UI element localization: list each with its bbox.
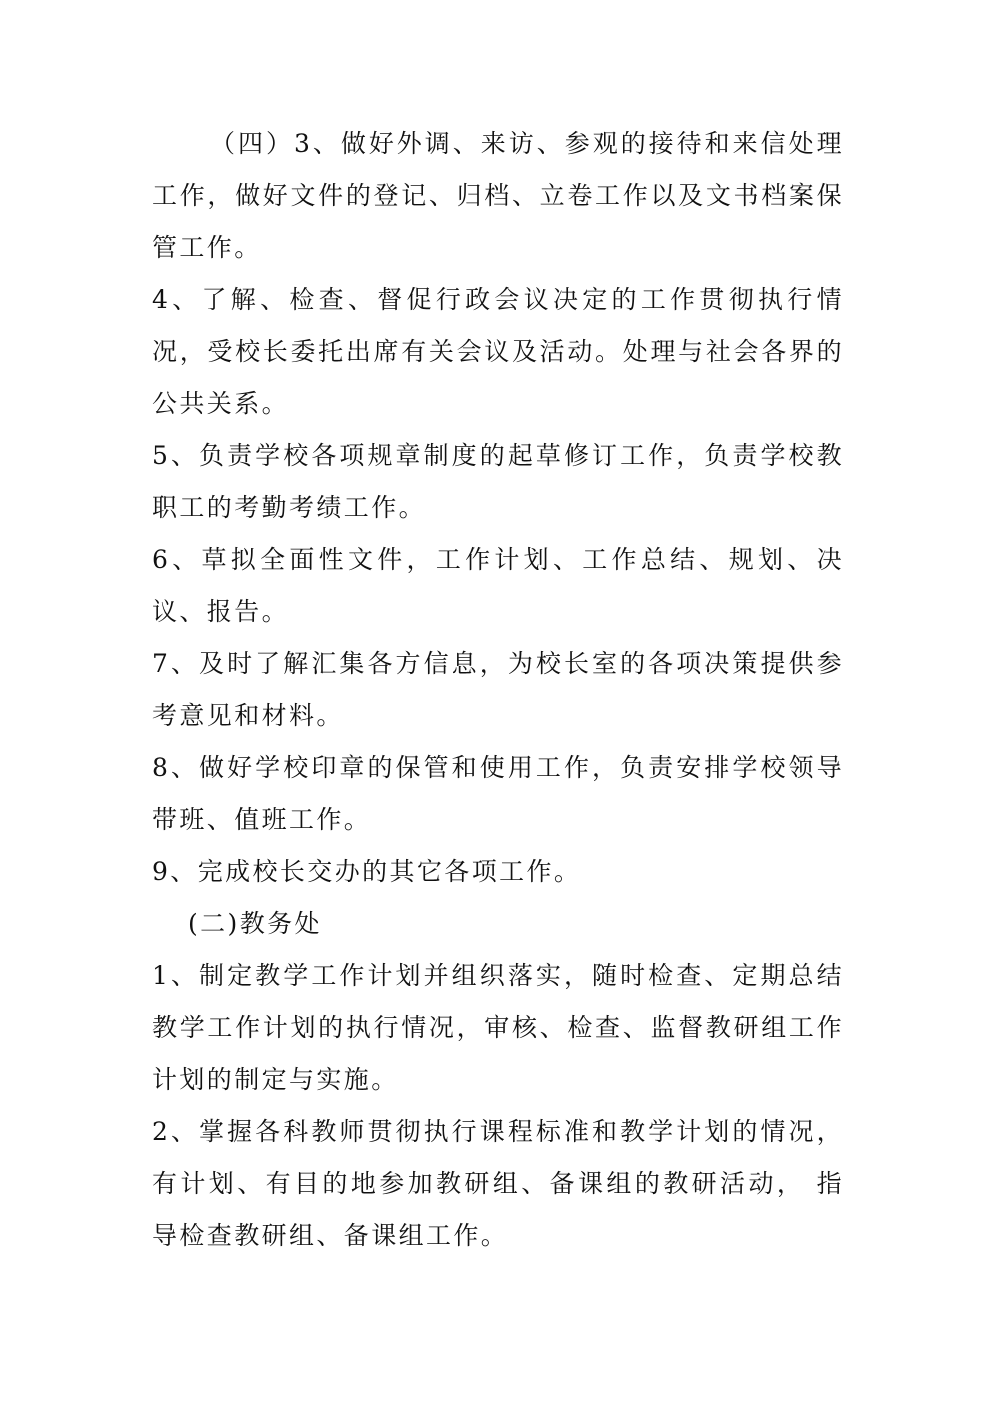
paragraph-office-duty-8: 8、做好学校印章的保管和使用工作，负责安排学校领导带班、值班工作。 xyxy=(152,753,844,834)
paragraph-office-duty-4: 4、了解、检查、督促行政会议决定的工作贯彻执行情况，受校长委托出席有关会议及活动。处理与社会各界的公共关系。 xyxy=(152,285,844,418)
paragraph-academic-duty-2: 2、掌握各科教师贯彻执行课程标准和教学计划的情况，有计划、有目的地参加教研组、备课组的教研活动， 指导检查教研组、备课组工作。 xyxy=(152,1117,844,1250)
paragraph-office-duty-5: 5、负责学校各项规章制度的起草修订工作，负责学校教职工的考勤考绩工作。 xyxy=(152,441,844,522)
section-heading-academic-affairs: (二)教务处 xyxy=(188,909,322,938)
paragraph-office-duty-6: 6、草拟全面性文件，工作计划、工作总结、规划、决议、报告。 xyxy=(152,545,844,626)
paragraph-academic-duty-1: 1、制定教学工作计划并组织落实，随时检查、定期总结教学工作计划的执行情况，审核、检查、监督教研组工作计划的制定与实施。 xyxy=(152,961,844,1094)
paragraph-office-duty-3: （四）3、做好外调、来访、参观的接待和来信处理工作，做好文件的登记、归档、立卷工作以及文书档案保管工作。 xyxy=(152,129,844,262)
paragraph-office-duty-9: 9、完成校长交办的其它各项工作。 xyxy=(152,857,582,886)
document-page xyxy=(152,118,844,1262)
paragraph-office-duty-7: 7、及时了解汇集各方信息，为校长室的各项决策提供参考意见和材料。 xyxy=(152,649,844,730)
